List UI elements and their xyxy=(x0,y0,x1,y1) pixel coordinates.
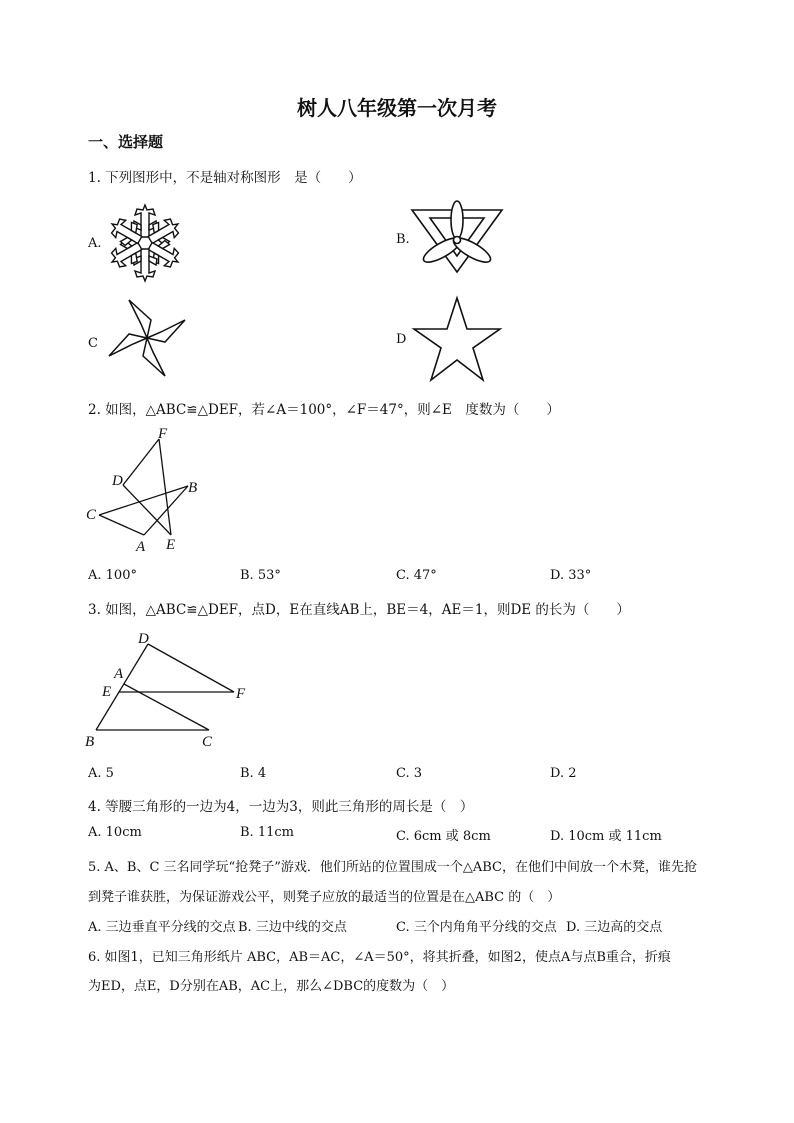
page-title: 树人八年级第一次月考 xyxy=(297,96,497,120)
pinwheel-figure-icon xyxy=(105,296,190,381)
q1-option-b-label: B. xyxy=(396,232,410,247)
q2-label-a: A xyxy=(136,539,146,555)
q2-option-a: A. 100° xyxy=(88,568,137,583)
q3-label-e: E xyxy=(102,684,112,700)
q2-option-c: C. 47° xyxy=(396,568,437,583)
q1-option-c-label: C xyxy=(88,336,98,351)
q3-option-d: D. 2 xyxy=(550,766,577,781)
q5-option-b: B. 三边中线的交点 xyxy=(238,920,347,935)
question-6-stem-line-1: 6. 如图1，已知三角形纸片 ABC，AB＝AC，∠A＝50°，将其折叠，如图2，使点A与点B重合，折痕 xyxy=(88,950,671,965)
question-2-stem: 2. 如图，△ABC≌△DEF，若∠A＝100°，∠F＝47°，则∠E 度数为（ ） xyxy=(88,402,560,418)
q2-label-d: D xyxy=(112,473,123,489)
q2-option-b: B. 53° xyxy=(240,568,281,583)
q3-option-b: B. 4 xyxy=(240,766,267,781)
q4-option-d: D. 10cm 或 11cm xyxy=(550,829,662,844)
q3-label-a: A xyxy=(114,666,124,682)
q2-label-e: E xyxy=(166,537,176,553)
q3-label-d: D xyxy=(138,631,149,647)
q1-option-a-label: A. xyxy=(88,236,102,251)
q5-option-c: C. 三个内角角平分线的交点 xyxy=(396,920,557,935)
question-6-stem-line-2: 为ED，点E，D分别在AB，AC上，那么∠DBC的度数为（ ） xyxy=(88,979,455,994)
question-2-figure xyxy=(84,425,214,555)
q2-label-c: C xyxy=(86,507,97,523)
question-3-figure xyxy=(84,628,254,753)
q3-option-c: C. 3 xyxy=(396,766,423,781)
q2-label-f: F xyxy=(158,426,168,442)
q2-option-d: D. 33° xyxy=(550,568,592,583)
question-5-stem-line-2: 到凳子谁获胜，为保证游戏公平，则凳子应放的最适当的位置是在△ABC 的（ ） xyxy=(88,890,561,905)
q5-option-d: D. 三边高的交点 xyxy=(566,920,663,935)
q3-label-f: F xyxy=(236,686,246,702)
q2-label-b: B xyxy=(188,480,198,496)
star-figure-icon xyxy=(412,296,502,382)
section-heading: 一、选择题 xyxy=(88,133,164,151)
question-4-stem: 4. 等腰三角形的一边为4，一边为3，则此三角形的周长是（ ） xyxy=(88,799,474,815)
q3-label-c: C xyxy=(202,734,213,750)
q1-option-d-label: D xyxy=(396,332,407,347)
snowflake-figure-icon xyxy=(100,205,190,280)
q4-option-b: B. 11cm xyxy=(240,825,294,840)
question-1-stem: 1. 下列图形中，不是轴对称图形 是（ ） xyxy=(88,170,362,186)
q5-option-a: A. 三边垂直平分线的交点 xyxy=(88,920,236,935)
q3-label-b: B xyxy=(85,734,95,750)
q3-option-a: A. 5 xyxy=(88,766,114,781)
question-5-stem-line-1: 5. A、B、C 三名同学玩“抢凳子”游戏．他们所站的位置围成一个△ABC，在他们中间放一个木凳，谁先抢 xyxy=(88,860,697,875)
question-3-stem: 3. 如图，△ABC≌△DEF，点D，E在直线AB上，BE＝4，AE＝1，则DE 的长为（ ） xyxy=(88,602,630,618)
q4-option-c: C. 6cm 或 8cm xyxy=(396,829,491,844)
triangle-propeller-figure-icon xyxy=(410,200,505,280)
q4-option-a: A. 10cm xyxy=(88,825,142,840)
